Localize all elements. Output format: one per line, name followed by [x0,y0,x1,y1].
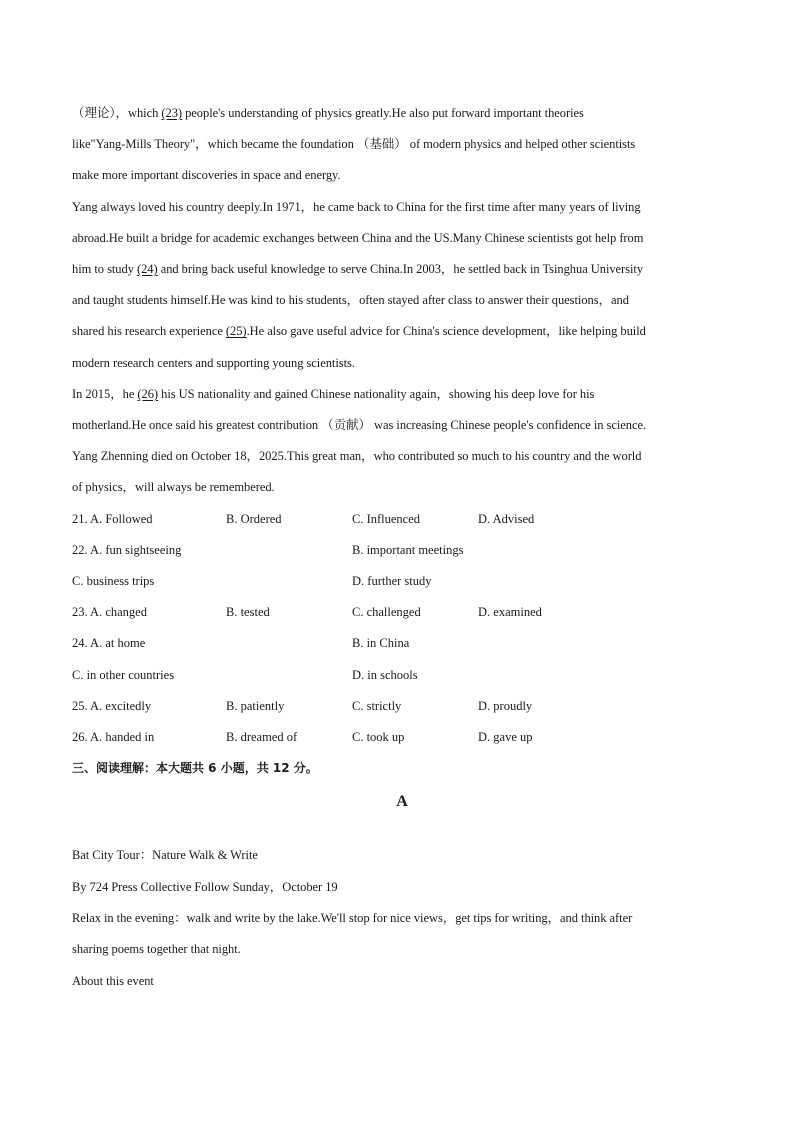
question-25-options [72,691,732,722]
blank-23: (23) [161,106,183,120]
option-22-a: 22. A. fun sightseeing [72,542,182,557]
blank-25: (25) [225,324,247,339]
section-heading: 三、阅读理解：本大题共 6 小题，共 12 分。 [72,761,318,776]
passage-title: A [396,793,408,811]
option-25-b: B. patiently [226,698,285,713]
option-26-d: D. gave up [478,730,533,745]
passage-line: and taught students himself.He was kind to his students，often stayed after class to answer their questions，and [72,293,629,308]
option-21-c: C. Influenced [352,511,421,526]
option-26-b: B. dreamed of [226,730,298,745]
option-24-c: C. in other countries [72,667,175,682]
option-25-d: D. proudly [478,698,533,713]
passage-line: Yang Zhenning died on October 18，2025.This great man，who contributed so much to his country and the world [72,449,642,464]
option-23-c: C. challenged [352,605,421,620]
option-23-a: 23. A. changed [72,605,147,620]
event-ad [72,840,732,997]
passage-line: shared his research experience (25).He also gave useful advice for China's science development，like helping build [72,324,646,339]
blank-24: (24) [136,262,158,277]
passage-line: make more important discoveries in space and energy. [72,168,341,183]
ad-about-heading: About this event [72,973,154,988]
passage-line: abroad.He built a bridge for academic exchanges between China and the US.Many Chinese scientists got help from [72,230,644,245]
option-22-c: C. business trips [72,574,155,589]
passage-line: like"Yang-Mills Theory"，which became the foundation （基础） of modern physics and helped other scientists [72,137,636,152]
ad-description: sharing poems together that night. [72,942,241,957]
question-26-options [72,722,732,753]
passage-line: him to study (24) and bring back useful knowledge to serve China.In 2003，he settled back in Tsinghua University [72,262,644,277]
ad-byline: By 724 Press Collective Follow Sunday，October 19 [72,879,338,894]
option-22-b: B. important meetings [352,542,464,557]
option-21-b: B. Ordered [226,511,282,526]
question-22-options [72,535,732,566]
ad-description: Relax in the evening：walk and write by the lake.We'll stop for nice views，get tips for writing，and think after [72,911,633,926]
passage-line: of physics，will always be remembered. [72,480,275,495]
option-24-b: B. in China [352,636,410,651]
option-26-a: 26. A. handed in [72,730,155,745]
passage-line: modern research centers and supporting young scientists. [72,355,355,370]
question-21-options [72,504,732,535]
question-24-options [72,660,732,691]
question-24-options [72,628,732,659]
option-21-a: 21. A. Followed [72,511,153,526]
option-25-a: 25. A. excitedly [72,698,152,713]
option-25-c: C. strictly [352,698,402,713]
question-23-options [72,597,732,628]
passage-line: Yang always loved his country deeply.In 1971，he came back to China for the first time after many years of living [72,199,641,214]
option-24-d: D. in schools [352,667,418,682]
document-page [72,98,732,997]
option-23-b: B. tested [226,605,270,620]
option-24-a: 24. A. at home [72,636,146,651]
blank-26: (26) [137,386,159,401]
question-22-options [72,566,732,597]
option-22-d: D. further study [352,574,432,589]
option-21-d: D. Advised [478,511,535,526]
ad-title: Bat City Tour：Nature Walk & Write [72,848,258,863]
passage-line: （理论），which (23) people's understanding of physics greatly.He also put forward important theories [72,106,584,120]
passage-line: motherland.He once said his greatest contribution （贡献） was increasing Chinese people's confidence in science. [72,418,647,433]
option-26-c: C. took up [352,730,405,745]
option-23-d: D. examined [478,605,542,620]
passage-line: In 2015，he (26) his US nationality and gained Chinese nationality again，showing his deep love for his [72,386,595,401]
